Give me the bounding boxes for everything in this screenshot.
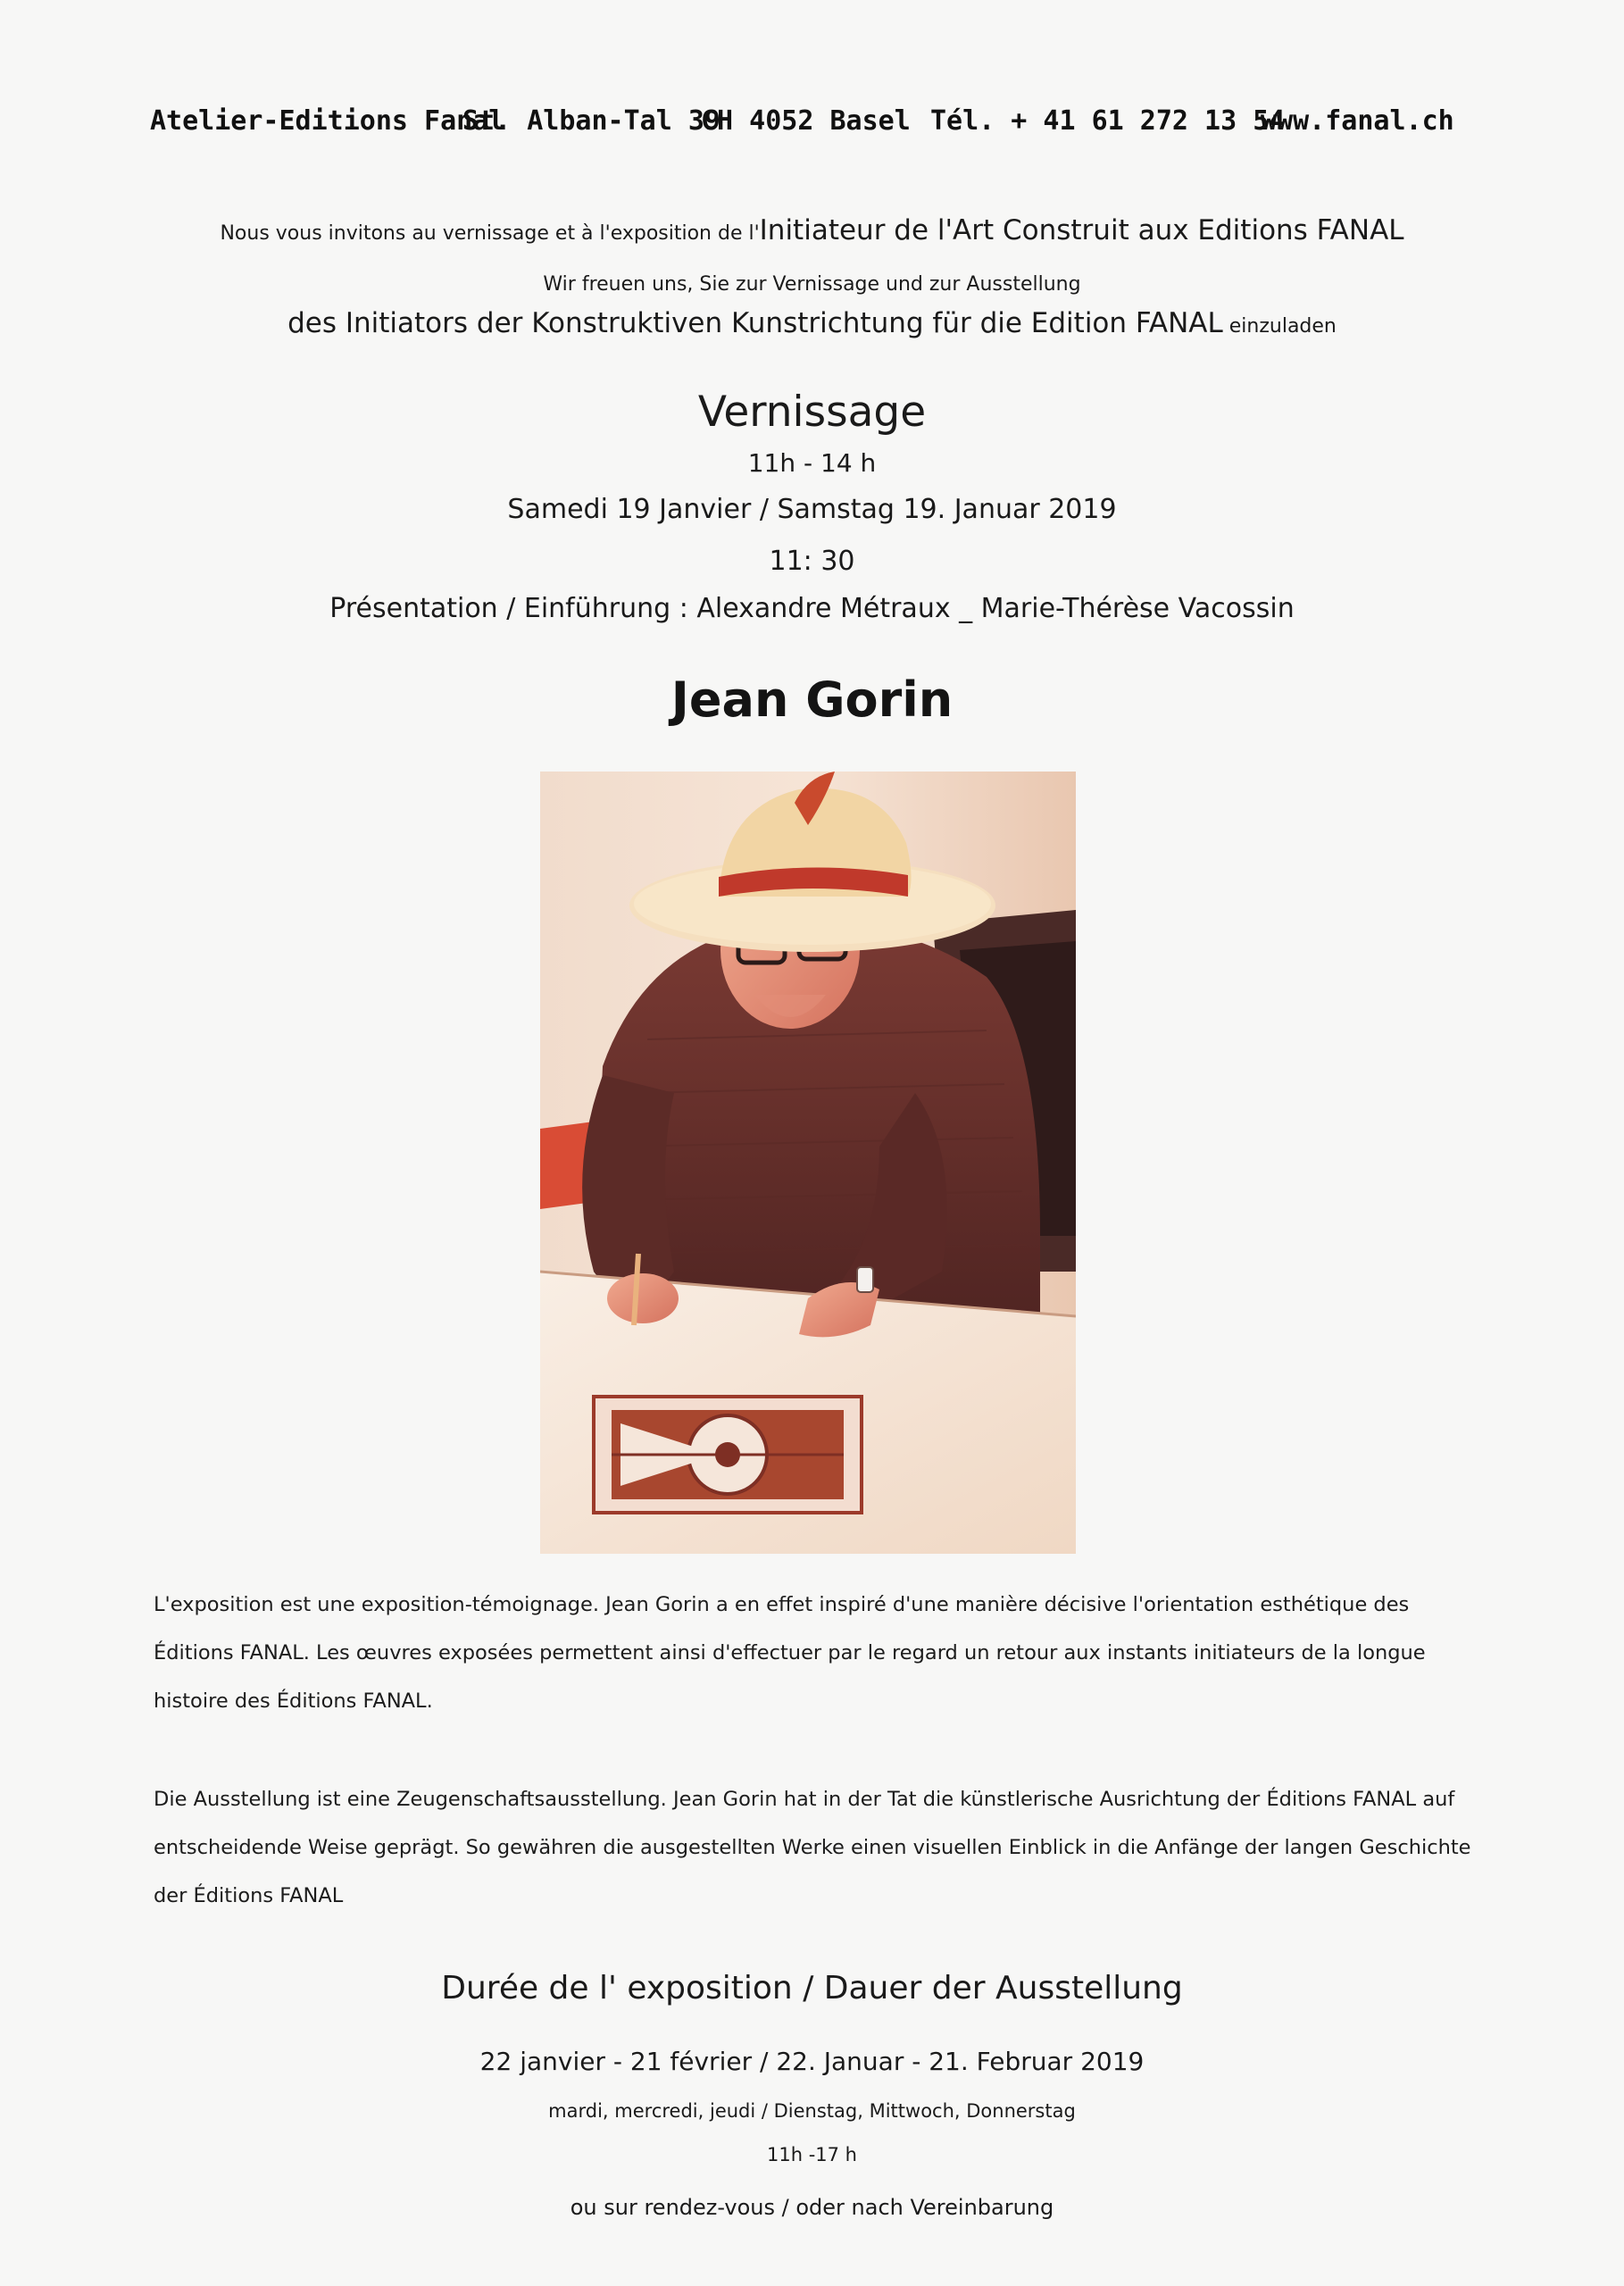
city-address: CH 4052 Basel	[701, 105, 911, 137]
website-link[interactable]: www.fanal.ch	[1261, 105, 1454, 137]
opening-days: mardi, mercredi, jeudi / Dienstag, Mittwoch, Donnerstag	[548, 2100, 1076, 2122]
invitation-de-main: des Initiators der Konstruktiven Kunstrichtung für die Edition FANAL	[287, 307, 1223, 339]
vernissage-title: Vernissage	[697, 388, 927, 437]
artist-name: Jean Gorin	[670, 672, 954, 728]
artist-photo-image	[540, 772, 1076, 1554]
invitation-fr	[0, 214, 1624, 246]
invitation-fr-prefix: Nous vous invitons au vernissage et à l'exposition de l'	[220, 222, 760, 245]
description-fr-text: L'exposition est une exposition-témoignage. Jean Gorin a en effet inspiré d'une manière décisive l'orientation esthétique des Éditions FANAL. Les œuvres exposées permettent ainsi d'effectuer par le regard un retour aux instants initiateurs de la longue histoire des Éditions FANAL.	[154, 1593, 1426, 1713]
vernissage-presentation: Présentation / Einführung : Alexandre Métraux _ Marie-Thérèse Vacossin	[329, 593, 1295, 624]
vernissage-hours: 11h - 14 h	[747, 448, 877, 478]
invitation-de-line1: Wir freuen uns, Sie zur Vernissage und zur Ausstellung	[543, 273, 1081, 296]
description-fr	[154, 1581, 1475, 1725]
org-name: Atelier-Editions Fanal	[150, 105, 505, 137]
invitation-de-line2	[0, 307, 1624, 339]
invitation-fr-main: Initiateur de l'Art Construit aux Editions FANAL	[759, 214, 1404, 246]
street-address: St. Alban-Tal 39	[462, 105, 720, 137]
description-de	[154, 1775, 1475, 1920]
duration-title: Durée de l' exposition / Dauer der Ausstellung	[441, 1970, 1183, 2007]
invitation-de-suffix: einzuladen	[1222, 315, 1337, 338]
artist-photo	[540, 772, 1076, 1554]
appointment-note: ou sur rendez-vous / oder nach Vereinbarung	[570, 2195, 1054, 2220]
description-de-text: Die Ausstellung ist eine Zeugenschaftsausstellung. Jean Gorin hat in der Tat die künstlerische Ausrichtung der Éditions FANAL auf entscheidende Weise geprägt. So gewähren die ausgestellten Werke einen visuellen Einblick in die Anfänge der langen Geschichte der Éditions FANAL	[154, 1788, 1471, 1907]
phone-number: Tél. + 41 61 272 13 54	[930, 105, 1286, 137]
duration-dates: 22 janvier - 21 février / 22. Januar - 21. Februar 2019	[479, 2047, 1145, 2076]
opening-hours: 11h -17 h	[767, 2144, 857, 2165]
vernissage-date: Samedi 19 Janvier / Samstag 19. Januar 2019	[507, 494, 1117, 525]
vernissage-time: 11: 30	[769, 546, 855, 577]
